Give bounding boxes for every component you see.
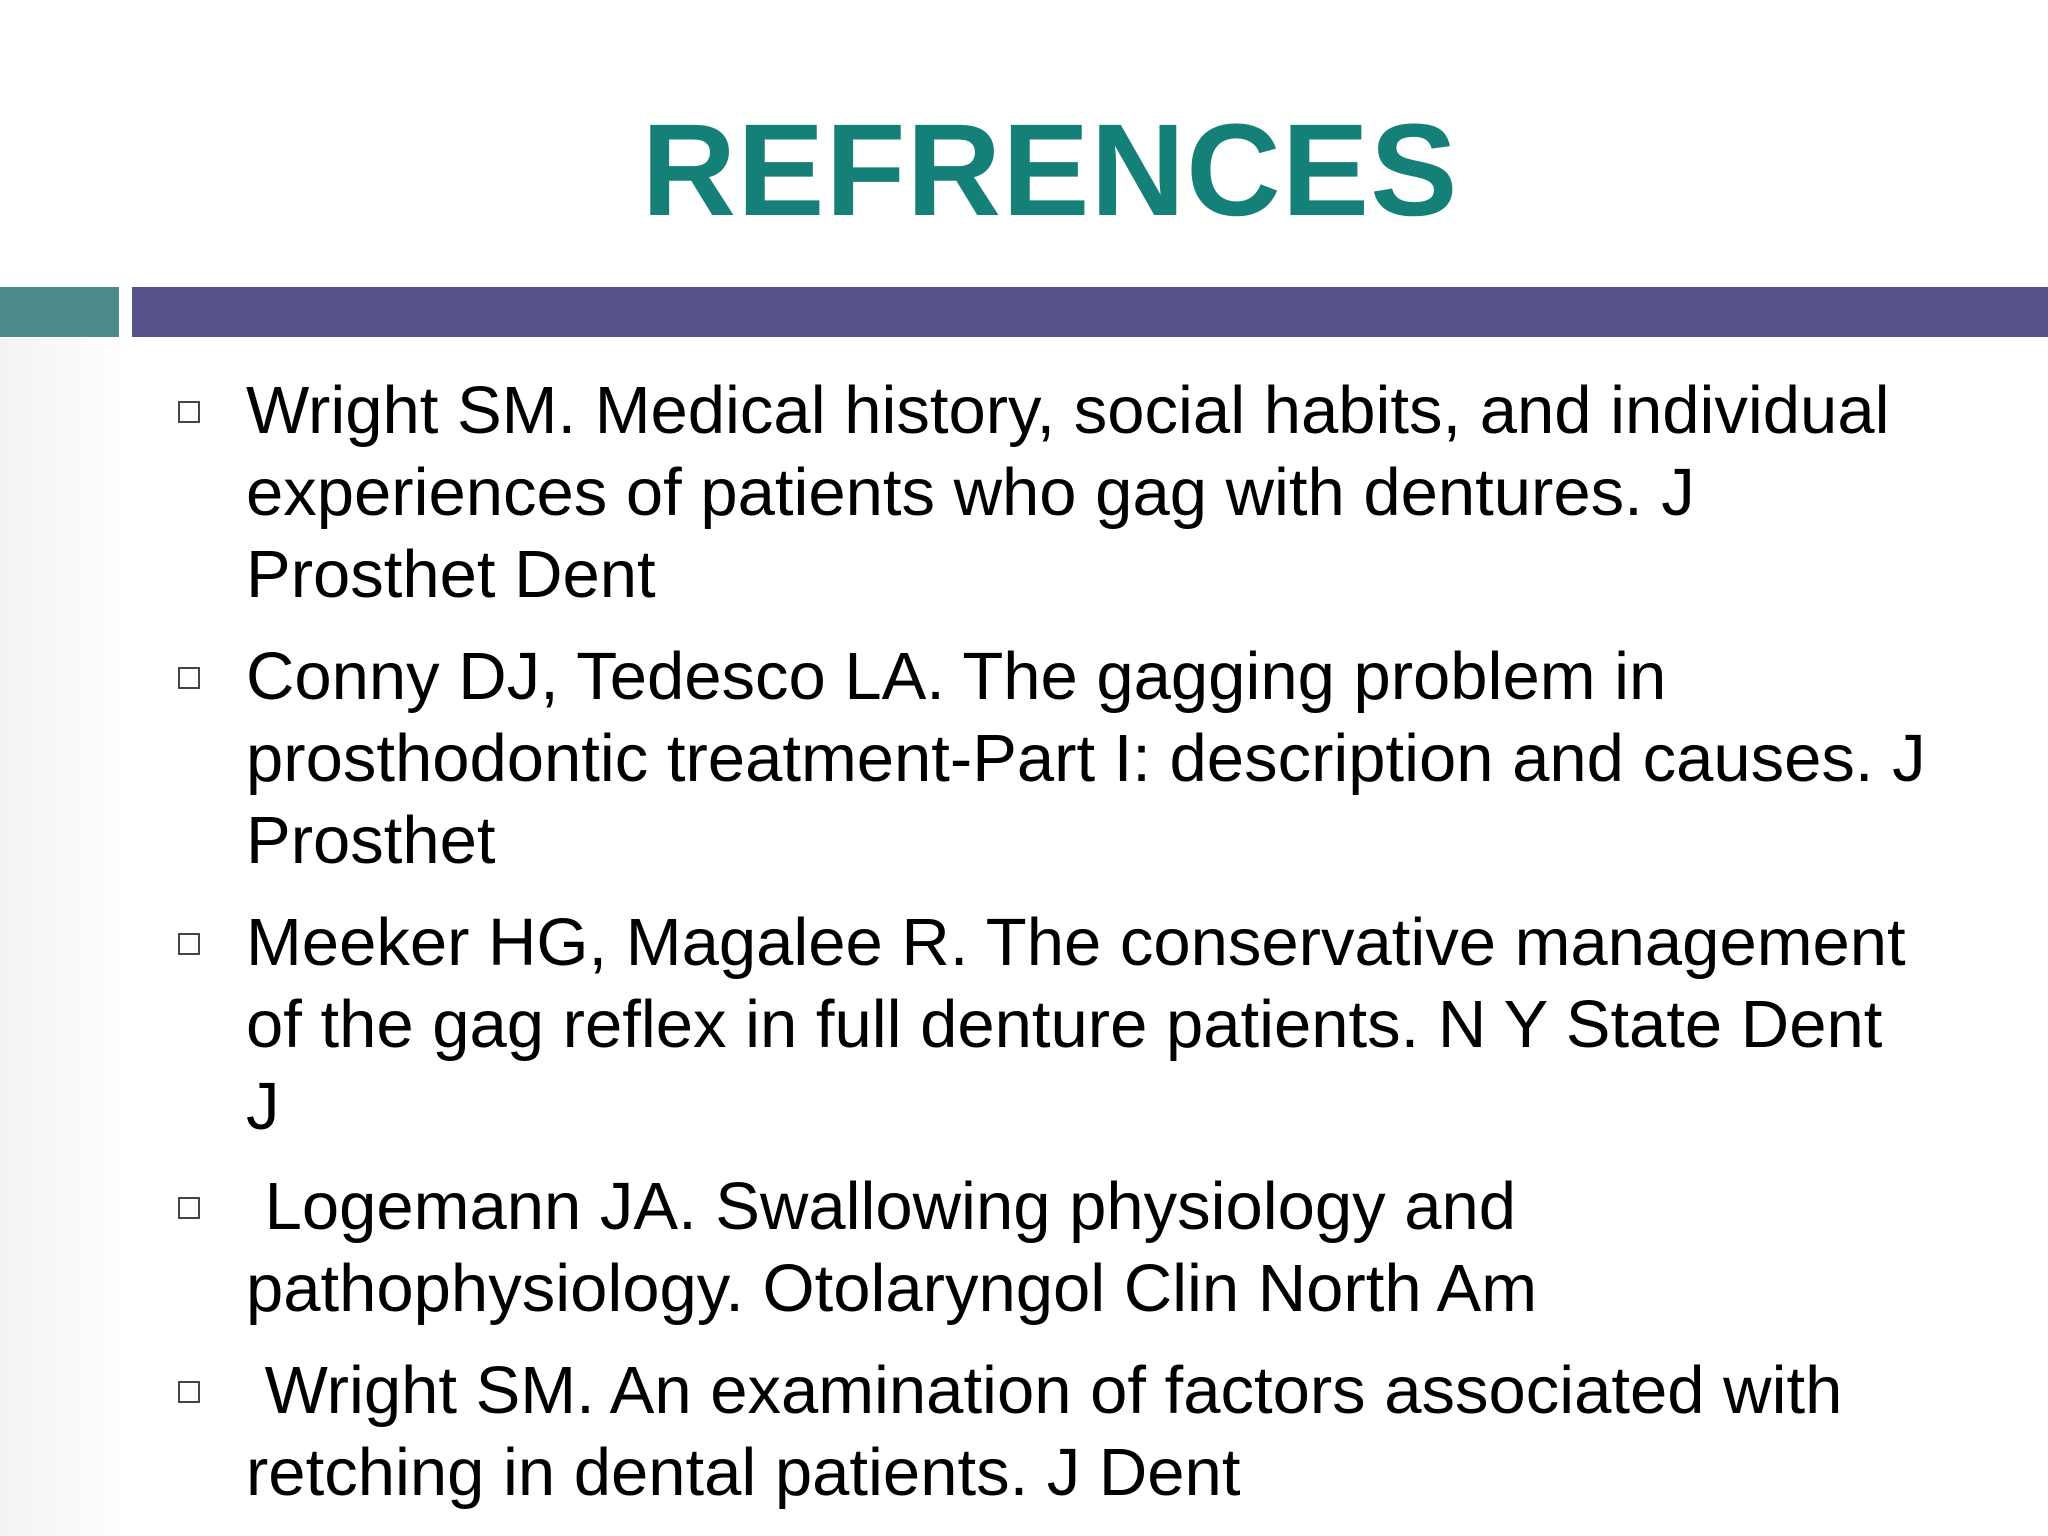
slide-title: REFRENCES [641,96,1459,243]
reference-text: Logemann JA. Swallowing physiology and pathophysiology. Otolaryngol Clin North Am [246,1169,1538,1326]
reference-item [246,1350,2006,1514]
reference-item [246,902,2006,1148]
hollow-square-bullet-icon [178,933,200,955]
reference-item [246,636,2006,882]
reference-text: Meeker HG, Magalee R. The conservative management of the gag reflex in full denture patients. N Y State Dent J [246,905,1906,1144]
reference-text: Wright SM. Medical history, social habits, and individual experiences of patients who gag with dentures. J Prosthet Dent [246,373,1890,612]
reference-text: Wright SM. An examination of factors associated with retching in dental patients. J Dent [246,1353,1843,1510]
reference-item [246,1166,2006,1330]
hollow-square-bullet-icon [178,1381,200,1403]
reference-item [246,370,2006,616]
reference-text: Conny DJ, Tedesco LA. The gagging problem in prosthodontic treatment-Part I: description and causes. J Prosthet [246,639,1926,878]
hollow-square-bullet-icon [178,667,200,689]
hollow-square-bullet-icon [178,1197,200,1219]
hollow-square-bullet-icon [178,401,200,423]
